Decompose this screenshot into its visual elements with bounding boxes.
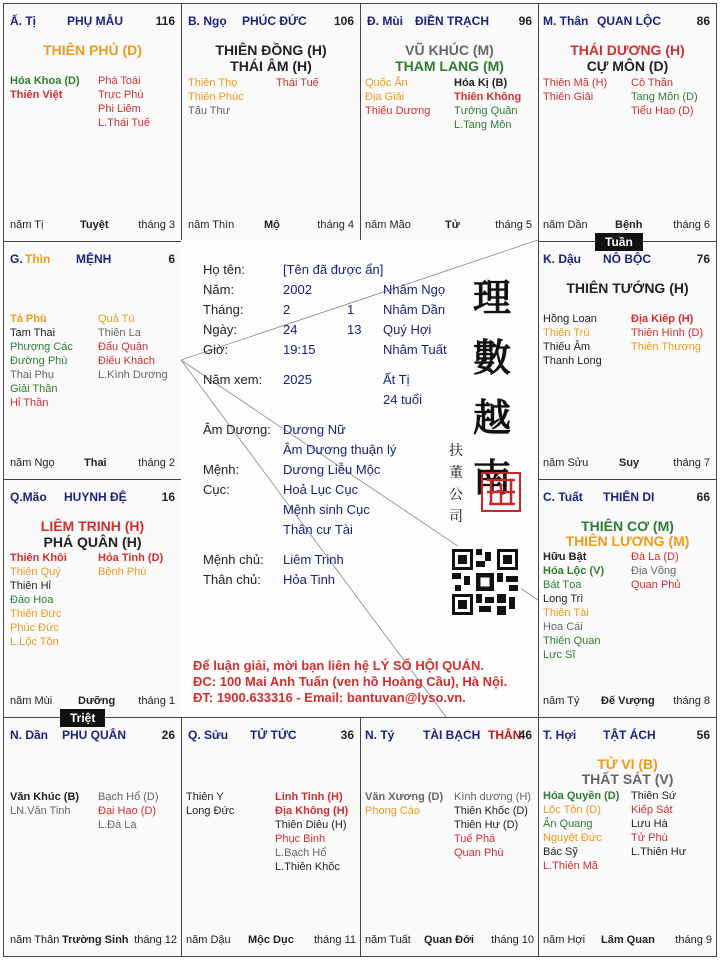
seal-char: 扶 bbox=[449, 443, 463, 459]
star: Thiên Phúc bbox=[188, 91, 244, 103]
star: Cô Thần bbox=[631, 77, 673, 89]
star: Quả Tú bbox=[98, 313, 135, 325]
star: Phúc Đức bbox=[10, 622, 59, 634]
star: Tả Phù bbox=[10, 313, 47, 325]
star: L.Thiên Mã bbox=[543, 860, 599, 872]
palace-name: PHỤ MẪU bbox=[67, 14, 123, 28]
month-label: tháng 9 bbox=[675, 934, 712, 946]
menh-chu-label: Mệnh chủ: bbox=[203, 552, 264, 567]
palace-ti bbox=[360, 717, 539, 957]
palace-name: TẬT ÁCH bbox=[603, 728, 656, 742]
star: Hóa Kị (B) bbox=[454, 77, 508, 89]
seal-char: 公 bbox=[449, 487, 463, 503]
main-star: PHÁ QUÂN (H) bbox=[43, 534, 142, 550]
than-chu-label: Thân chủ: bbox=[203, 572, 261, 587]
palace-name: MỆNH bbox=[76, 252, 112, 266]
cuc-note-1: Mệnh sinh Cục bbox=[283, 502, 370, 517]
stage-label: Trường Sinh bbox=[62, 934, 129, 946]
star: Giải Thần bbox=[10, 383, 58, 395]
year-label: năm Ngọ bbox=[10, 457, 55, 469]
stage-label: Mộc Dục bbox=[248, 934, 294, 946]
stage-label: Quan Đới bbox=[424, 934, 474, 946]
seal-char: 司 bbox=[449, 509, 463, 525]
right-stars bbox=[98, 551, 163, 579]
right-stars bbox=[631, 76, 698, 118]
month-label: tháng 6 bbox=[673, 219, 710, 231]
left-stars bbox=[543, 312, 602, 368]
palace-name: TÀI BẠCH bbox=[423, 728, 481, 742]
branch-label-colored: Thìn bbox=[25, 252, 51, 266]
main-star: THIÊN PHỦ (D) bbox=[43, 42, 142, 58]
palace-number: 96 bbox=[518, 14, 532, 28]
left-stars bbox=[543, 550, 604, 662]
star: Long Đức bbox=[186, 805, 235, 817]
star: Thai Phụ bbox=[10, 369, 55, 381]
hour-value: 19:15 bbox=[283, 342, 316, 357]
palace-hoi bbox=[538, 717, 717, 957]
menh-label: Mệnh: bbox=[203, 462, 240, 477]
menh-chu-value: Liêm Trinh bbox=[283, 552, 344, 567]
main-star: THIÊN TƯỚNG (H) bbox=[566, 280, 689, 296]
palace-name: ĐIỀN TRẠCH bbox=[415, 14, 489, 28]
contact-address: ĐC: 100 Mai Anh Tuấn (ven hồ Hoàng Cầu), Hà Nội. bbox=[193, 674, 508, 689]
stage-label: Tuyệt bbox=[80, 219, 109, 231]
stage-label: Đế Vượng bbox=[601, 695, 655, 707]
main-star: THIÊN LƯƠNG (M) bbox=[565, 533, 690, 549]
side-characters bbox=[449, 440, 465, 528]
main-star: THAM LANG (M) bbox=[395, 58, 504, 74]
month-label: tháng 8 bbox=[673, 695, 710, 707]
calligraphy-char: 數 bbox=[472, 335, 511, 380]
year-label: năm Mùi bbox=[10, 695, 53, 707]
star: Nguyệt Đức bbox=[543, 832, 602, 844]
month-label: tháng 4 bbox=[317, 219, 354, 231]
center-info-panel bbox=[181, 240, 538, 717]
star: Hóa Khoa (D) bbox=[10, 75, 80, 87]
star: L.Kình Dương bbox=[98, 369, 168, 381]
year-label: Năm: bbox=[203, 282, 235, 297]
month-label: tháng 10 bbox=[491, 934, 534, 946]
star: Đại Hao (D) bbox=[98, 805, 157, 817]
star: Đà La (D) bbox=[631, 551, 679, 563]
star: Thiên Hình (D) bbox=[631, 327, 704, 339]
star: Kình dương (H) bbox=[454, 791, 531, 803]
month-label: tháng 7 bbox=[673, 457, 710, 469]
branch-label: Đ. Mùi bbox=[367, 14, 403, 28]
star: Địa Giải bbox=[365, 91, 405, 103]
stage-label: Mộ bbox=[264, 219, 280, 231]
amduong-label: Âm Dương: bbox=[203, 422, 271, 437]
star: Phượng Các bbox=[10, 341, 73, 353]
month-label: tháng 2 bbox=[138, 457, 175, 469]
than-marker: THÂN bbox=[488, 728, 522, 742]
palace-name: NÔ BỘC bbox=[603, 252, 651, 266]
year-label: năm Thân bbox=[10, 934, 60, 946]
palace-name: TỬ TỨC bbox=[250, 728, 297, 742]
contact-text[interactable]: ĐT: 1900.633316 - Email: bantuvan@lyso.vn. bbox=[193, 690, 466, 705]
view-year-canchi: Ất Tị bbox=[383, 372, 410, 387]
star: Tang Môn (D) bbox=[631, 91, 698, 103]
star: Tam Thai bbox=[10, 327, 56, 339]
star: Hoa Cái bbox=[543, 621, 583, 633]
year-label: năm Sửu bbox=[543, 457, 589, 469]
palace-mui bbox=[360, 3, 539, 242]
palace-number: 46 bbox=[518, 728, 532, 742]
right-stars bbox=[454, 790, 531, 860]
star: Phong Cáo bbox=[365, 805, 421, 817]
month-lunar: 1 bbox=[347, 302, 355, 317]
name-value: [Tên đã được ẩn] bbox=[283, 262, 384, 277]
star: Hỉ Thần bbox=[10, 397, 49, 409]
year-label: năm Tị bbox=[10, 219, 44, 231]
branch-label: N. Tý bbox=[365, 728, 395, 742]
branch-label: T. Hợi bbox=[543, 728, 577, 742]
star: Thiên Quan bbox=[543, 635, 601, 647]
stage-label: Suy bbox=[619, 457, 640, 469]
cuc-note-2: Thân cư Tài bbox=[283, 522, 353, 537]
left-stars bbox=[10, 74, 80, 102]
year-label: năm Hợi bbox=[543, 934, 586, 946]
star: Địa Võng bbox=[631, 565, 677, 577]
stage-label: Bệnh bbox=[615, 219, 643, 231]
calligraphy-char: 理 bbox=[472, 275, 511, 320]
star: Thiên La bbox=[98, 327, 141, 339]
palace-number: 26 bbox=[161, 728, 175, 742]
palace-ngo bbox=[181, 3, 361, 242]
star: Văn Xương (D) bbox=[365, 791, 444, 803]
star: Ân Quang bbox=[543, 818, 593, 830]
star: Hóa Lộc (V) bbox=[543, 565, 605, 577]
stage-label: Tử bbox=[445, 219, 460, 231]
star: L.Đà La bbox=[98, 819, 137, 831]
star: Tử Phù bbox=[631, 832, 668, 844]
calligraphy-char: 南 bbox=[472, 455, 511, 500]
amduong-note: Âm Dương thuận lý bbox=[283, 442, 397, 457]
month-canchi: Nhâm Dần bbox=[383, 302, 446, 317]
palace-number: 6 bbox=[168, 252, 175, 266]
star: L.Tang Môn bbox=[454, 119, 512, 131]
palace-name: HUYNH ĐỆ bbox=[64, 490, 127, 504]
main-star: THÁI DƯƠNG (H) bbox=[570, 42, 685, 58]
year-canchi: Nhâm Ngọ bbox=[383, 282, 446, 297]
than-chu-value: Hỏa Tinh bbox=[283, 572, 336, 587]
star: Kiếp Sát bbox=[631, 804, 673, 816]
right-stars bbox=[276, 76, 319, 90]
cuc-value: Hoả Lục Cục bbox=[283, 482, 359, 497]
star: Điếu Khách bbox=[98, 355, 155, 367]
star: Long Trì bbox=[543, 593, 584, 605]
star: Lưu Hà bbox=[631, 818, 668, 830]
star: Thiên Khôi bbox=[10, 552, 67, 564]
star: Phá Toái bbox=[98, 75, 141, 87]
left-stars bbox=[10, 312, 73, 410]
star: Thiên Mã (H) bbox=[543, 77, 608, 89]
star: Thiên Hỉ bbox=[10, 580, 51, 592]
day-label: Ngày: bbox=[203, 322, 237, 337]
palace-than bbox=[538, 3, 717, 242]
main-star: LIÊM TRINH (H) bbox=[40, 518, 145, 534]
star: Văn Khúc (B) bbox=[10, 791, 80, 803]
year-label: năm Dậu bbox=[186, 934, 231, 946]
star: Tướng Quân bbox=[454, 105, 518, 117]
star: Thiên Sứ bbox=[631, 790, 677, 802]
year-value: 2002 bbox=[283, 282, 312, 297]
left-stars bbox=[365, 76, 430, 118]
branch-label: N. Dần bbox=[10, 728, 49, 742]
year-label: năm Dần bbox=[543, 219, 588, 231]
star: Lộc Tồn (D) bbox=[543, 804, 601, 816]
palace-name: THIÊN DI bbox=[603, 490, 655, 504]
left-stars bbox=[10, 790, 79, 818]
star: Thiên Tài bbox=[543, 607, 589, 619]
star: Thiên Diêu (H) bbox=[275, 819, 347, 831]
contact-phone-email[interactable] bbox=[193, 690, 466, 705]
star: Quan Phù bbox=[454, 847, 504, 859]
month-label: tháng 3 bbox=[138, 219, 175, 231]
branch-label: Ấ. Tị bbox=[10, 14, 36, 28]
palace-mao bbox=[3, 479, 182, 718]
qr-code[interactable] bbox=[449, 546, 521, 618]
star: L.Bạch Hổ bbox=[275, 847, 327, 859]
star: Thiên Không bbox=[454, 91, 522, 103]
year-label: năm Tý bbox=[543, 695, 580, 707]
star: Bạch Hổ (D) bbox=[98, 791, 159, 803]
left-stars bbox=[543, 76, 607, 104]
age-value: 24 tuổi bbox=[383, 392, 423, 407]
qr-code-icon bbox=[449, 546, 521, 618]
left-stars bbox=[543, 789, 619, 873]
right-stars bbox=[275, 790, 348, 874]
contact-line-1: Để luận giải, mời bạn liên hệ LÝ SỐ HỘI QUÁN. bbox=[193, 658, 484, 673]
seal-icon bbox=[483, 474, 519, 510]
calligraphy-char: 越 bbox=[472, 395, 511, 440]
year-label: năm Tuất bbox=[365, 934, 411, 946]
branch-label: B. Ngọ bbox=[188, 14, 227, 28]
stage-label: Lâm Quan bbox=[601, 934, 655, 946]
star: Quốc Ấn bbox=[365, 77, 408, 89]
star: Tiểu Hao (D) bbox=[631, 105, 694, 117]
cuc-label: Cục: bbox=[203, 482, 230, 497]
star: Hóa Quyền (D) bbox=[543, 790, 620, 802]
right-stars bbox=[98, 312, 168, 382]
star: Trực Phù bbox=[98, 89, 144, 101]
star: L.Lộc Tồn bbox=[10, 636, 59, 648]
star: Hỏa Tinh (D) bbox=[98, 552, 164, 564]
month-label: Tháng: bbox=[203, 302, 244, 317]
main-star: THẤT SÁT (V) bbox=[581, 771, 674, 787]
left-stars bbox=[186, 790, 234, 818]
branch-label: G. bbox=[10, 252, 23, 266]
palace-tuat bbox=[538, 479, 717, 718]
main-star: VŨ KHÚC (M) bbox=[405, 42, 494, 58]
name-label: Họ tên: bbox=[203, 262, 245, 277]
palace-number: 106 bbox=[333, 14, 354, 28]
year-label: năm Mão bbox=[365, 219, 411, 231]
star: Bệnh Phù bbox=[98, 566, 147, 578]
hour-label: Giờ: bbox=[203, 342, 229, 357]
star: L.Thái Tuế bbox=[98, 117, 150, 129]
hour-canchi: Nhâm Tuất bbox=[383, 342, 447, 357]
branch-label: M. Thân bbox=[543, 14, 589, 28]
left-stars bbox=[365, 790, 443, 818]
palace-name: QUAN LỘC bbox=[597, 14, 661, 28]
star: Địa Kiếp (H) bbox=[631, 313, 694, 325]
palace-number: 76 bbox=[696, 252, 710, 266]
star: Bác Sỹ bbox=[543, 846, 578, 858]
red-seal-stamp bbox=[481, 472, 521, 512]
star: Thanh Long bbox=[543, 355, 602, 367]
main-star: CỰ MÔN (D) bbox=[586, 58, 669, 74]
branch-label: K. Dậu bbox=[543, 252, 582, 266]
main-star: THÁI ÂM (H) bbox=[230, 58, 312, 74]
stage-label: Dưỡng bbox=[78, 695, 116, 707]
day-lunar: 13 bbox=[347, 322, 362, 337]
palace-suu bbox=[181, 717, 361, 957]
star: Lực Sĩ bbox=[543, 649, 576, 661]
palace-name: PHÚC ĐỨC bbox=[242, 14, 307, 28]
month-label: tháng 11 bbox=[313, 934, 356, 946]
star: Thiên Giải bbox=[543, 91, 594, 103]
stage-label: Thai bbox=[84, 457, 107, 469]
star: Thiên Hư (D) bbox=[454, 819, 519, 831]
month-label: tháng 5 bbox=[495, 219, 532, 231]
star: Thiên Y bbox=[186, 791, 224, 803]
palace-number: 56 bbox=[696, 728, 710, 742]
star: Đường Phù bbox=[10, 355, 68, 367]
star: Tuế Phá bbox=[454, 833, 496, 845]
palace-number: 116 bbox=[155, 14, 175, 28]
right-stars bbox=[454, 76, 521, 132]
palace-thin bbox=[3, 241, 182, 480]
day-value: 24 bbox=[283, 322, 298, 337]
star: Đào Hoa bbox=[10, 594, 54, 606]
main-star: THIÊN ĐỒNG (H) bbox=[215, 42, 327, 58]
star: Linh Tinh (H) bbox=[275, 791, 343, 803]
triet-marker: Triệt bbox=[60, 709, 105, 727]
star: Thiên Đức bbox=[10, 608, 62, 620]
star: LN.Văn Tinh bbox=[10, 805, 71, 817]
right-stars bbox=[98, 790, 159, 832]
seal-char: 董 bbox=[449, 465, 463, 481]
right-stars bbox=[631, 312, 703, 354]
palace-dau bbox=[538, 241, 717, 480]
star: Phục Binh bbox=[275, 833, 326, 845]
star: L.Thiên Hư bbox=[631, 846, 687, 858]
view-year-value: 2025 bbox=[283, 372, 312, 387]
tuan-marker: Tuần bbox=[595, 233, 643, 251]
star: Thiên Việt bbox=[10, 89, 63, 101]
palace-number: 86 bbox=[696, 14, 710, 28]
year-label: năm Thìn bbox=[188, 219, 235, 231]
palace-number: 66 bbox=[696, 490, 710, 504]
left-stars bbox=[10, 551, 67, 649]
palace-dan bbox=[3, 717, 182, 957]
star: Thiếu Dương bbox=[365, 105, 431, 117]
main-star: THIÊN CƠ (M) bbox=[581, 518, 674, 534]
main-star: TỬ VI (B) bbox=[597, 756, 658, 772]
view-year-label: Năm xem: bbox=[203, 372, 263, 387]
star: Thiên Thọ bbox=[188, 77, 238, 89]
month-value: 2 bbox=[283, 302, 291, 317]
star: Thiên Thương bbox=[631, 341, 702, 353]
star: Phi Liêm bbox=[98, 103, 141, 115]
star: Địa Không (H) bbox=[275, 805, 349, 817]
right-stars bbox=[631, 550, 681, 592]
left-stars bbox=[188, 76, 244, 118]
star: Quan Phủ bbox=[631, 579, 681, 591]
amduong-value: Dương Nữ bbox=[283, 422, 346, 437]
month-label: tháng 12 bbox=[134, 934, 177, 946]
right-stars bbox=[631, 789, 686, 859]
star: Thiên Quý bbox=[10, 566, 61, 578]
day-canchi: Quý Hợi bbox=[383, 322, 432, 337]
star: Hữu Bật bbox=[543, 551, 587, 563]
palace-name: PHU QUÂN bbox=[62, 728, 127, 742]
branch-label: Q. Sửu bbox=[188, 728, 229, 742]
palace-number: 16 bbox=[161, 490, 175, 504]
star: Thiên Trù bbox=[543, 327, 590, 339]
palace-number: 36 bbox=[340, 728, 354, 742]
branch-label: C. Tuất bbox=[543, 490, 583, 504]
branch-label: Q.Mão bbox=[10, 490, 47, 504]
right-stars bbox=[98, 74, 150, 130]
menh-value: Dương Liễu Mộc bbox=[283, 462, 381, 477]
month-label: tháng 1 bbox=[138, 695, 175, 707]
star: L.Thiên Khốc bbox=[275, 861, 340, 873]
star: Hồng Loan bbox=[543, 313, 597, 325]
star: Đẩu Quân bbox=[98, 341, 149, 353]
star: Thái Tuế bbox=[276, 77, 319, 89]
star: Thiên Khốc (D) bbox=[454, 805, 528, 817]
star: Tấu Thư bbox=[188, 105, 231, 117]
star: Bát Tọa bbox=[543, 579, 582, 591]
name-row bbox=[203, 262, 245, 277]
palace-ty bbox=[3, 3, 182, 242]
star: Thiếu Âm bbox=[543, 341, 591, 353]
